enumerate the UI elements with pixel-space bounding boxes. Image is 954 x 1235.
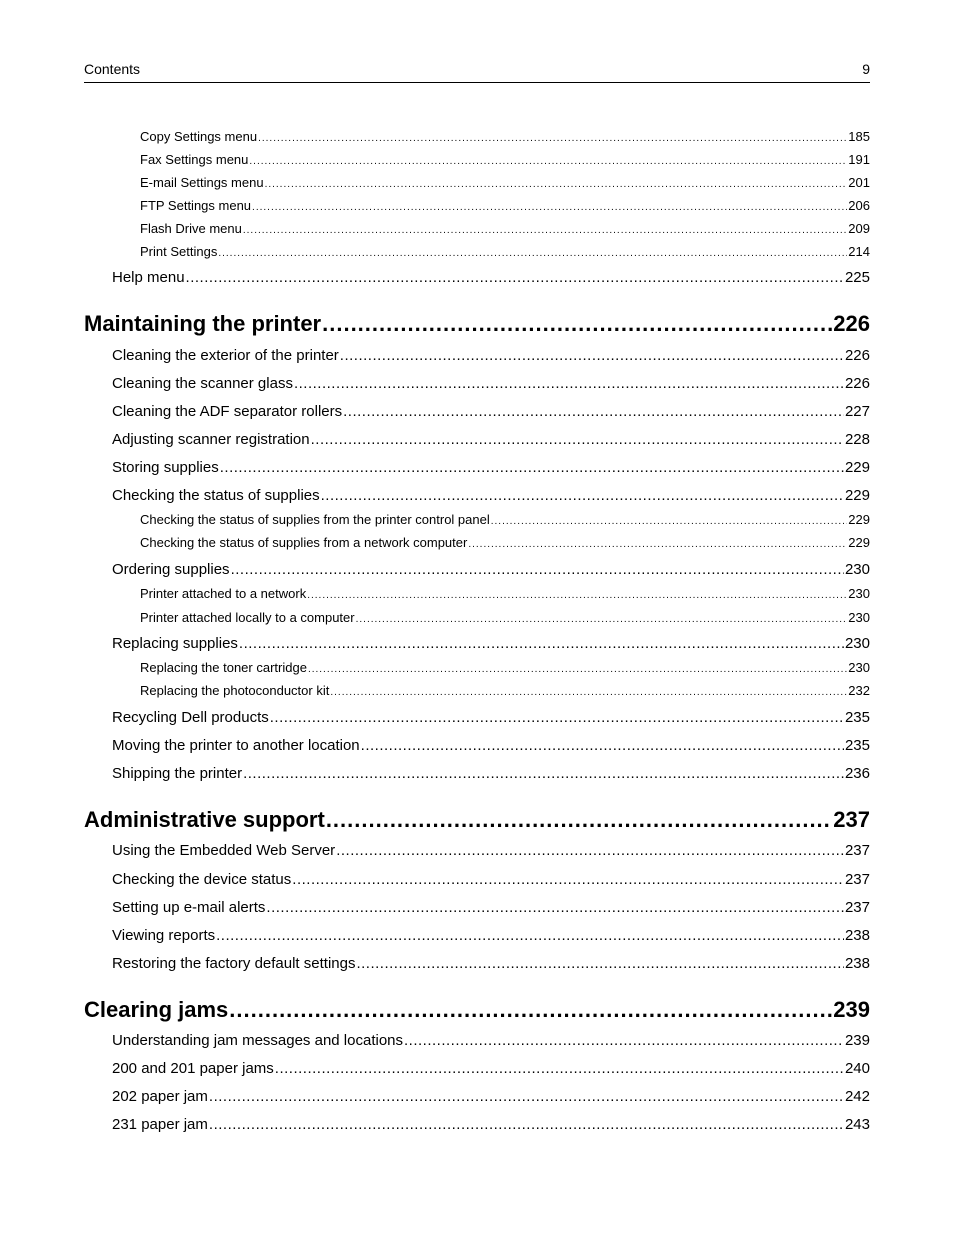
toc-entry-page: 239 (844, 1032, 870, 1049)
toc-dot-leader (361, 737, 844, 754)
toc-entry-title: Checking the status of supplies (112, 487, 320, 504)
toc-entry-page: 227 (844, 403, 870, 420)
toc-section-entry[interactable] (112, 871, 870, 891)
toc-entry-title: Recycling Dell products (112, 709, 269, 726)
toc-dot-leader (265, 175, 848, 190)
toc-entry-title: Adjusting scanner registration (112, 431, 310, 448)
toc-dot-leader (209, 1088, 844, 1105)
toc-entry-page: 228 (844, 431, 870, 448)
toc-entry-page: 206 (848, 198, 870, 213)
toc-entry-title: Replacing supplies (112, 635, 238, 652)
toc-chapter-entry[interactable] (84, 997, 870, 1025)
toc-entry-page: 230 (848, 610, 870, 625)
toc-entry-title: Setting up e-mail alerts (112, 899, 266, 916)
toc-subsection-entry[interactable] (140, 512, 870, 530)
toc-entry-page: 242 (844, 1088, 870, 1105)
toc-dot-leader (266, 899, 844, 916)
toc-chapter-entry[interactable] (84, 311, 870, 339)
toc-section-entry[interactable] (112, 403, 870, 423)
toc-dot-leader (270, 709, 844, 726)
toc-entry-title: Replacing the photoconductor kit (140, 683, 330, 698)
toc-subsection-entry[interactable] (140, 221, 870, 239)
toc-subsection-entry[interactable] (140, 683, 870, 701)
toc-dot-leader (322, 311, 832, 337)
toc-entry-title: Help menu (112, 269, 185, 286)
toc-entry-title: Using the Embedded Web Server (112, 842, 336, 859)
toc-entry-page: 235 (844, 737, 870, 754)
toc-entry-page: 209 (848, 221, 870, 236)
toc-entry-page: 230 (844, 635, 870, 652)
toc-subsection-entry[interactable] (140, 586, 870, 604)
toc-entry-title: Restoring the factory default settings (112, 955, 356, 972)
toc-dot-leader (340, 347, 844, 364)
toc-entry-page: 237 (844, 842, 870, 859)
toc-dot-leader (404, 1032, 844, 1049)
toc-dot-leader (209, 1116, 844, 1133)
toc-entry-title: 202 paper jam (112, 1088, 208, 1105)
toc-section-entry[interactable] (112, 269, 870, 289)
toc-entry-title: Fax Settings menu (140, 152, 249, 167)
toc-entry-page: 229 (844, 487, 870, 504)
toc-section-entry[interactable] (112, 459, 870, 479)
toc-subsection-entry[interactable] (140, 175, 870, 193)
toc-dot-leader (336, 842, 844, 859)
toc-dot-leader (258, 129, 847, 144)
toc-subsection-entry[interactable] (140, 152, 870, 170)
toc-entry-title: 231 paper jam (112, 1116, 208, 1133)
toc-section-entry[interactable] (112, 375, 870, 395)
toc-dot-leader (330, 683, 847, 698)
toc-section-entry[interactable] (112, 955, 870, 975)
toc-dot-leader (294, 375, 844, 392)
toc-entry-title: Checking the device status (112, 871, 292, 888)
toc-dot-leader (308, 660, 847, 675)
toc-dot-leader (292, 871, 844, 888)
toc-entry-page: 238 (844, 955, 870, 972)
toc-entry-page: 230 (848, 660, 870, 675)
toc-entry-title: Shipping the printer (112, 765, 243, 782)
header-section-title: Contents (84, 61, 141, 77)
toc-dot-leader (326, 807, 832, 833)
toc-section-entry[interactable] (112, 737, 870, 757)
toc-dot-leader (243, 765, 844, 782)
toc-dot-leader (186, 269, 844, 286)
toc-entry-title: Copy Settings menu (140, 129, 258, 144)
toc-entry-page: 229 (848, 512, 870, 527)
toc-section-entry[interactable] (112, 635, 870, 655)
toc-entry-title: Maintaining the printer (84, 311, 322, 336)
toc-entry-page: 226 (844, 375, 870, 392)
toc-section-entry[interactable] (112, 899, 870, 919)
toc-entry-title: Flash Drive menu (140, 221, 242, 236)
toc-dot-leader (229, 997, 832, 1023)
toc-section-entry[interactable] (112, 927, 870, 947)
toc-entry-page: 237 (833, 807, 870, 832)
toc-section-entry[interactable] (112, 1116, 870, 1136)
toc-subsection-entry[interactable] (140, 198, 870, 216)
toc-dot-leader (321, 487, 844, 504)
header-page-number: 9 (862, 61, 870, 77)
toc-entry-title: Viewing reports (112, 927, 216, 944)
toc-subsection-entry[interactable] (140, 129, 870, 147)
toc-entry-page: 237 (844, 899, 870, 916)
toc-entry-page: 225 (844, 269, 870, 286)
toc-chapter-entry[interactable] (84, 807, 870, 835)
toc-entry-title: Clearing jams (84, 997, 229, 1022)
toc-dot-leader (249, 152, 847, 167)
toc-entry-title: Cleaning the exterior of the printer (112, 347, 339, 364)
toc-section-entry[interactable] (112, 842, 870, 862)
toc-entry-title: Storing supplies (112, 459, 219, 476)
toc-dot-leader (243, 221, 847, 236)
toc-dot-leader (343, 403, 844, 420)
toc-dot-leader (216, 927, 844, 944)
toc-dot-leader (275, 1060, 844, 1077)
toc-entry-page: 201 (848, 175, 870, 190)
toc-entry-title: Replacing the toner cartridge (140, 660, 307, 675)
toc-dot-leader (468, 535, 847, 550)
toc-entry-page: 229 (844, 459, 870, 476)
toc-entry-page: 214 (848, 244, 870, 259)
toc-entry-title: FTP Settings menu (140, 198, 252, 213)
toc-subsection-entry[interactable] (140, 660, 870, 678)
toc-entry-page: 232 (848, 683, 870, 698)
toc-entry-title: Cleaning the ADF separator rollers (112, 403, 343, 420)
toc-entry-title: Moving the printer to another location (112, 737, 360, 754)
toc-entry-page: 236 (844, 765, 870, 782)
toc-dot-leader (218, 244, 847, 259)
toc-dot-leader (307, 586, 847, 601)
toc-dot-leader (231, 561, 844, 578)
toc-dot-leader (356, 610, 848, 625)
toc-dot-leader (220, 459, 844, 476)
toc-section-entry[interactable] (112, 347, 870, 367)
toc-dot-leader (252, 198, 847, 213)
toc-dot-leader (239, 635, 844, 652)
toc-entry-page: 238 (844, 927, 870, 944)
toc-entry-page: 240 (844, 1060, 870, 1077)
toc-subsection-entry[interactable] (140, 535, 870, 553)
toc-subsection-entry[interactable] (140, 244, 870, 262)
toc-entry-title: Cleaning the scanner glass (112, 375, 293, 392)
toc-entry-page: 230 (848, 586, 870, 601)
toc-entry-page: 185 (848, 129, 870, 144)
toc-section-entry[interactable] (112, 1060, 870, 1080)
toc-entry-title: Checking the status of supplies from the printer control panel (140, 512, 490, 527)
toc-entry-page: 191 (848, 152, 870, 167)
toc-section-entry[interactable] (112, 487, 870, 507)
toc-entry-title: Understanding jam messages and locations (112, 1032, 403, 1049)
toc-section-entry[interactable] (112, 1088, 870, 1108)
toc-entry-title: Printer attached locally to a computer (140, 610, 355, 625)
toc-entry-title: 200 and 201 paper jams (112, 1060, 274, 1077)
toc-dot-leader (311, 431, 844, 448)
toc-entry-page: 229 (848, 535, 870, 550)
toc-section-entry[interactable] (112, 709, 870, 729)
toc-subsection-entry[interactable] (140, 610, 870, 628)
toc-entry-title: Checking the status of supplies from a network computer (140, 535, 468, 550)
toc-entry-page: 226 (833, 311, 870, 336)
toc-entry-title: Printer attached to a network (140, 586, 307, 601)
toc-entry-title: Ordering supplies (112, 561, 230, 578)
toc-entry-title: Administrative support (84, 807, 325, 832)
toc-entry-page: 226 (844, 347, 870, 364)
toc-section-entry[interactable] (112, 431, 870, 451)
toc-section-entry[interactable] (112, 561, 870, 581)
toc-entry-page: 239 (833, 997, 870, 1022)
toc-section-entry[interactable] (112, 1032, 870, 1052)
toc-dot-leader (356, 955, 844, 972)
toc-entry-title: E-mail Settings menu (140, 175, 264, 190)
toc-entry-page: 235 (844, 709, 870, 726)
toc-entry-page: 237 (844, 871, 870, 888)
toc-entry-page: 230 (844, 561, 870, 578)
toc-dot-leader (491, 512, 848, 527)
toc-section-entry[interactable] (112, 765, 870, 785)
toc-entry-title: Print Settings (140, 244, 218, 259)
toc-entry-page: 243 (844, 1116, 870, 1133)
